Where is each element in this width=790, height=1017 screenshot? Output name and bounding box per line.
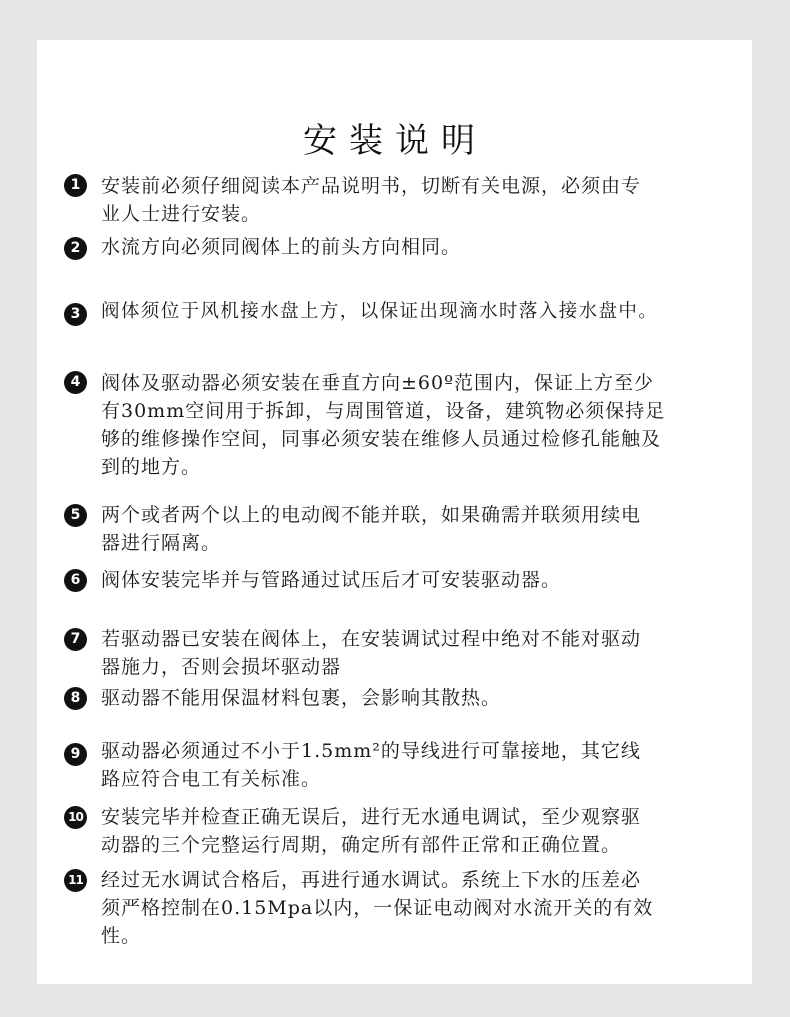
item-number-badge: 3 [64,303,87,326]
item-number-badge: 11 [64,869,87,892]
item-number-badge: 7 [64,628,87,651]
item-text: 经过无水调试合格后，再进行通水调试。系统上下水的压差必 须严格控制在0.15Mpa以内，一保证电动阀对水流开关的有效 性。 [101,869,654,947]
item-number-badge: 4 [64,371,87,394]
item-number-badge: 10 [64,806,87,829]
item-text: 两个或者两个以上的电动阀不能并联，如果确需并联须用续电 器进行隔离。 [101,504,642,554]
item-text: 驱动器不能用保温材料包裹，会影响其散热。 [101,687,502,709]
item-number-badge: 9 [64,743,87,766]
item-text: 驱动器必须通过不小于1.5mm²的导线进行可靠接地，其它线 路应符合电工有关标准。 [101,740,641,790]
page-title: 安装说明 [303,120,487,161]
item-text: 安装前必须仔细阅读本产品说明书，切断有关电源，必须由专 业人士进行安装。 [101,175,642,225]
item-number-badge: 8 [64,687,87,710]
item-text: 水流方向必须同阀体上的前头方向相同。 [101,236,462,258]
item-number-badge: 1 [64,174,87,197]
item-number-badge: 5 [64,504,87,527]
item-number-badge: 2 [64,237,87,260]
item-text: 阀体须位于风机接水盘上方，以保证出现滴水时落入接水盘中。 [101,301,659,322]
item-text: 阀体及驱动器必须安装在垂直方向±60º范围内，保证上方至少 有30mm空间用于拆卸，与周围管道，设备，建筑物必须保持足 够的维修操作空间，同事必须安装在维修人员通过检修孔能触及 到的地方。 [101,372,666,478]
item-text: 阀体安装完毕并与管路通过试压后才可安装驱动器。 [101,569,562,591]
item-number-badge: 6 [64,569,87,592]
item-text: 若驱动器已安装在阀体上，在安装调试过程中绝对不能对驱动 器施力，否则会损坏驱动器 [101,628,642,678]
item-text: 安装完毕并检查正确无误后，进行无水通电调试，至少观察驱 动器的三个完整运行周期，确定所有部件正常和正确位置。 [101,806,642,856]
